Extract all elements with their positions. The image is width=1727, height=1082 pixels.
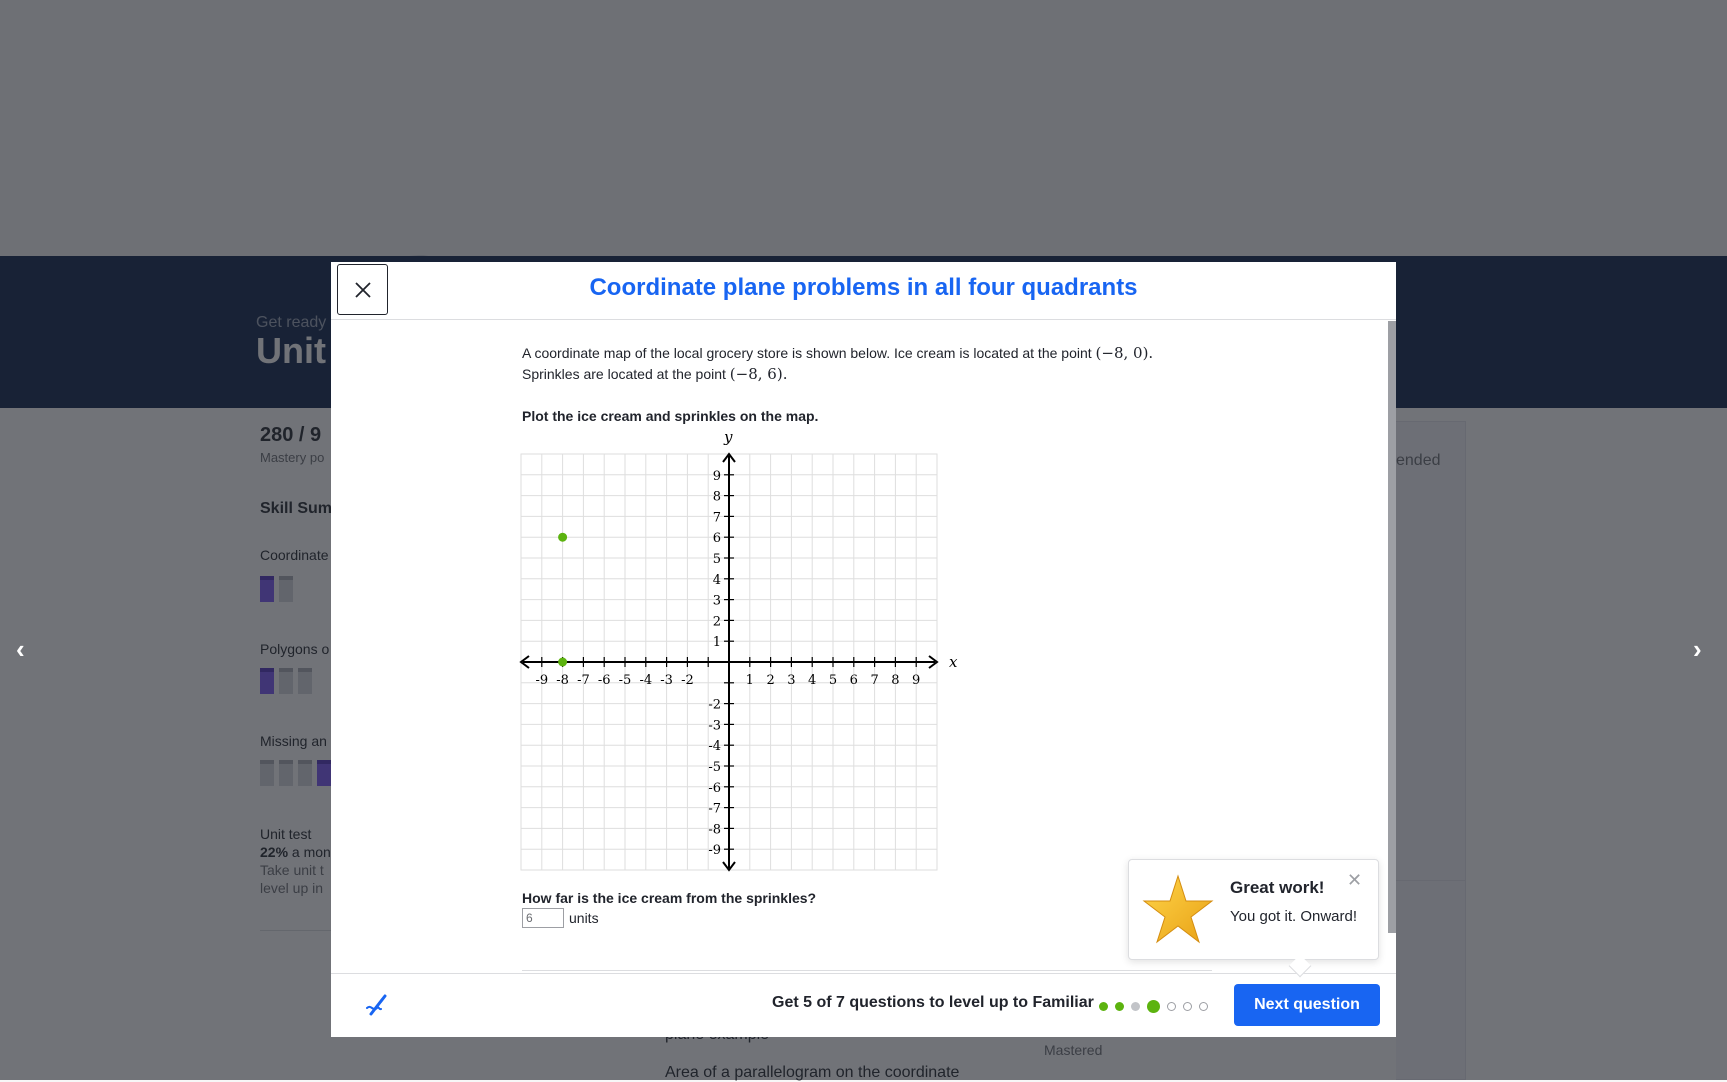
y-tick-label: 9 xyxy=(712,468,721,484)
toast-message: You got it. Onward! xyxy=(1230,908,1358,925)
question-text-line-1 xyxy=(522,344,1153,362)
pencil-icon[interactable] xyxy=(363,990,391,1018)
x-tick-label: 5 xyxy=(828,673,838,688)
question-text-line-2 xyxy=(522,365,787,383)
close-icon[interactable]: ✕ xyxy=(1347,870,1363,890)
y-tick-label: 4 xyxy=(712,572,721,588)
x-tick-label: -3 xyxy=(660,673,673,688)
y-tick-label: -5 xyxy=(708,760,721,775)
x-tick-label: 8 xyxy=(891,673,900,688)
y-tick-label: -4 xyxy=(708,739,721,755)
y-tick-label: 8 xyxy=(712,489,721,505)
progress-dot xyxy=(1183,1002,1192,1011)
x-axis-label: x xyxy=(949,653,958,671)
progress-dot xyxy=(1115,1002,1124,1011)
distance-input[interactable] xyxy=(522,908,564,928)
x-tick-label: 9 xyxy=(912,673,921,688)
scrollbar[interactable] xyxy=(1388,321,1396,933)
x-tick-label: -9 xyxy=(535,673,549,688)
feedback-toast xyxy=(1128,859,1379,960)
point-sprinkles: (−8, 6). xyxy=(729,365,788,383)
x-tick-label: 4 xyxy=(808,673,817,688)
toast-title: Great work! xyxy=(1230,878,1325,897)
question-text: Sprinkles are located at the point xyxy=(522,366,726,382)
modal-footer xyxy=(331,973,1396,1037)
y-tick-label: 7 xyxy=(712,510,721,526)
y-tick-label: 1 xyxy=(712,635,721,651)
progress-dot xyxy=(1167,1002,1176,1011)
y-tick-label: -2 xyxy=(708,697,721,713)
y-tick-label: -7 xyxy=(708,801,721,817)
y-tick-label: -9 xyxy=(708,843,721,859)
chevron-right-icon[interactable]: › xyxy=(1693,634,1702,664)
x-tick-label: -4 xyxy=(639,673,653,688)
progress-dot xyxy=(1131,1002,1140,1011)
instruction: Plot the ice cream and sprinkles on the map. xyxy=(522,408,819,424)
x-tick-label: 2 xyxy=(766,673,775,688)
y-tick-label: 6 xyxy=(712,531,721,547)
coordinate-plane[interactable] xyxy=(521,428,961,892)
x-tick-label: 7 xyxy=(870,673,879,688)
y-tick-label: -3 xyxy=(708,718,721,734)
exercise-title: Coordinate plane problems in all four quadrants xyxy=(589,274,1138,301)
answer-unit: units xyxy=(569,910,599,926)
x-tick-label: 6 xyxy=(849,673,858,688)
x-tick-label: 3 xyxy=(787,673,796,688)
progress-message: Get 5 of 7 questions to level up to Familiar xyxy=(772,994,1094,1011)
modal-header xyxy=(331,262,1396,320)
point-ice-cream: (−8, 0). xyxy=(1095,344,1154,362)
y-tick-label: 2 xyxy=(712,614,721,630)
y-axis-label: y xyxy=(724,428,733,446)
y-tick-label: -8 xyxy=(708,822,721,838)
progress-dot xyxy=(1099,1002,1108,1011)
chevron-left-icon[interactable]: ‹ xyxy=(16,634,25,664)
progress-dot xyxy=(1147,1000,1160,1013)
y-tick-label: 5 xyxy=(712,552,721,567)
plotted-point[interactable] xyxy=(558,533,567,542)
y-tick-label: -6 xyxy=(708,780,721,796)
x-tick-label: -7 xyxy=(577,673,590,688)
coordinate-graph[interactable] xyxy=(521,428,961,892)
star-icon xyxy=(1143,874,1213,944)
progress-dot xyxy=(1199,1002,1208,1011)
x-tick-label: -6 xyxy=(597,673,611,688)
progress-dots xyxy=(1099,1000,1208,1013)
plotted-point[interactable] xyxy=(558,658,567,667)
x-tick-label: 1 xyxy=(745,673,754,688)
next-question-button[interactable]: Next question xyxy=(1234,984,1380,1026)
x-tick-label: -2 xyxy=(681,673,694,688)
question-text: A coordinate map of the local grocery store is shown below. Ice cream is located at the point xyxy=(522,345,1092,361)
x-tick-label: -8 xyxy=(556,673,569,688)
follow-up-question: How far is the ice cream from the sprinkles? xyxy=(522,890,817,906)
y-tick-label: 3 xyxy=(712,593,721,609)
divider xyxy=(522,970,1212,971)
x-tick-label: -5 xyxy=(618,673,632,688)
